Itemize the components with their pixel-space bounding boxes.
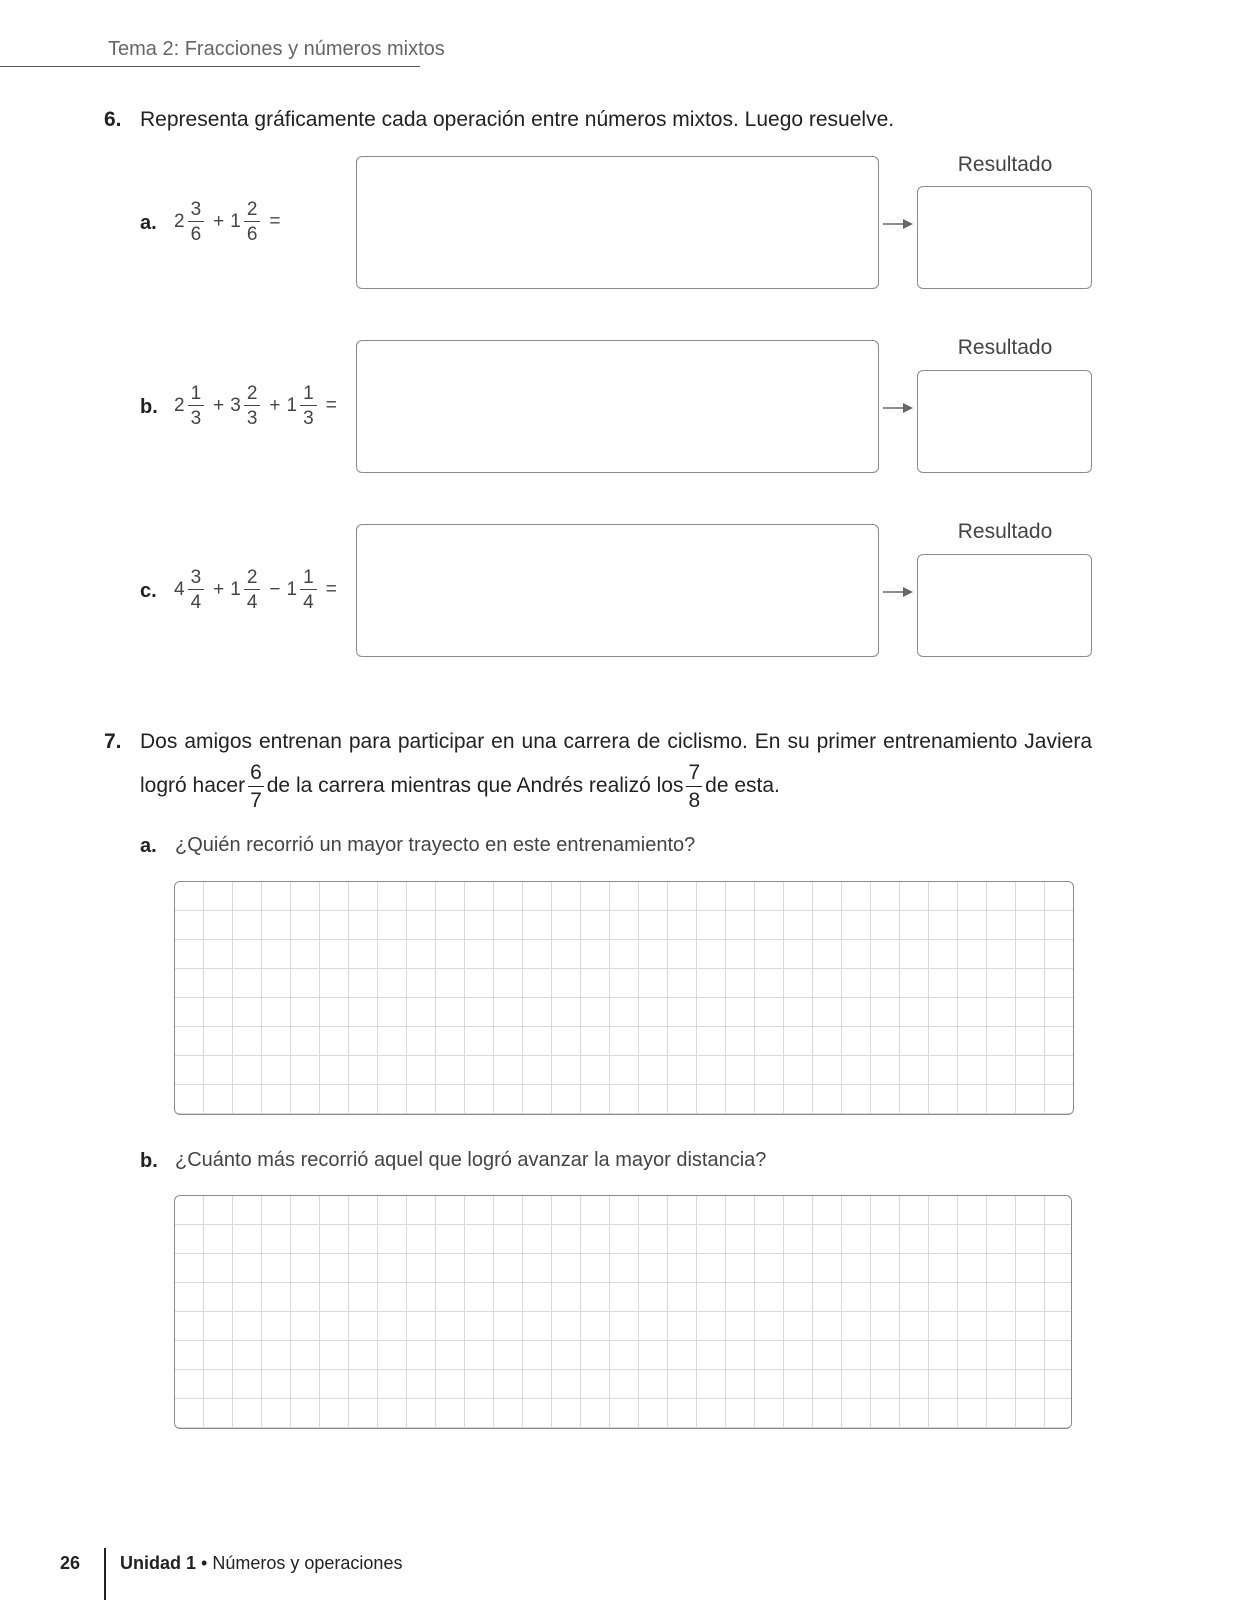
fraction bbox=[244, 200, 261, 244]
whole-number: 1 bbox=[286, 395, 298, 416]
header-rule bbox=[0, 66, 420, 67]
item-6a-expression bbox=[174, 200, 287, 244]
denominator: 4 bbox=[246, 592, 258, 613]
operator: + bbox=[269, 395, 281, 416]
numerator: 1 bbox=[300, 568, 317, 590]
item-6b-expression bbox=[174, 384, 343, 428]
item-7b-question: ¿Cuánto más recorrió aquel que logró avanzar la mayor distancia? bbox=[175, 1149, 767, 1171]
item-6a-letter: a. bbox=[140, 212, 157, 234]
header-title: Tema 2: Fracciones y números mixtos bbox=[108, 38, 445, 60]
fraction bbox=[188, 384, 205, 428]
denominator: 3 bbox=[246, 408, 258, 429]
item-6c-drawing-box[interactable] bbox=[356, 524, 879, 657]
operator: + bbox=[213, 579, 225, 600]
whole-number: 1 bbox=[230, 211, 241, 232]
item-6a-drawing-box[interactable] bbox=[356, 156, 879, 289]
question-7-line2 bbox=[140, 758, 780, 814]
item-6c-result-box[interactable] bbox=[917, 554, 1092, 657]
page-number: 26 bbox=[60, 1553, 81, 1573]
question-6-text: Representa gráficamente cada operación entre números mixtos. Luego resuelve. bbox=[140, 108, 895, 131]
denominator: 3 bbox=[190, 408, 202, 429]
numerator: 3 bbox=[188, 200, 205, 222]
operator: = bbox=[325, 395, 337, 416]
item-6b-result-label: Resultado bbox=[957, 336, 1053, 359]
numerator: 7 bbox=[686, 762, 702, 787]
fraction-javiera bbox=[248, 762, 264, 811]
item-7a-letter: a. bbox=[140, 835, 157, 857]
footer-separator: • bbox=[201, 1553, 208, 1573]
numerator: 1 bbox=[300, 384, 317, 406]
item-7b-answer-grid[interactable] bbox=[174, 1195, 1072, 1429]
operator: − bbox=[269, 579, 281, 600]
question-7-line1: Dos amigos entrenan para participar en una carrera de ciclismo. En su primer entrenamiento Javiera bbox=[140, 730, 1092, 753]
question-7-text-part: de la carrera mientras que Andrés realizó los bbox=[266, 774, 684, 797]
denominator: 8 bbox=[688, 788, 701, 812]
denominator: 6 bbox=[246, 224, 258, 245]
footer-unit-label: Unidad 1 bbox=[120, 1553, 197, 1573]
whole-number: 2 bbox=[174, 395, 185, 416]
footer-divider bbox=[104, 1548, 106, 1600]
whole-number: 1 bbox=[230, 579, 241, 600]
item-7a-question: ¿Quién recorrió un mayor trayecto en este entrenamiento? bbox=[175, 834, 696, 856]
item-6b-result-box[interactable] bbox=[917, 370, 1092, 473]
fraction bbox=[300, 384, 317, 428]
fraction bbox=[300, 568, 317, 612]
whole-number: 1 bbox=[286, 579, 298, 600]
operator: + bbox=[213, 211, 225, 232]
arrow-right-icon bbox=[883, 586, 913, 598]
question-7-number: 7. bbox=[104, 730, 122, 753]
arrow-right-icon bbox=[883, 218, 913, 230]
item-6a-result-label: Resultado bbox=[957, 153, 1053, 176]
operator: = bbox=[269, 211, 281, 232]
arrow-right-icon bbox=[883, 402, 913, 414]
footer-section: Números y operaciones bbox=[212, 1553, 403, 1573]
question-7-text-part: logró hacer bbox=[140, 774, 246, 797]
denominator: 6 bbox=[190, 224, 202, 245]
item-6b-drawing-box[interactable] bbox=[356, 340, 879, 473]
item-6c-result-label: Resultado bbox=[957, 520, 1053, 543]
numerator: 2 bbox=[244, 384, 261, 406]
question-6-number: 6. bbox=[104, 108, 122, 131]
footer-unit bbox=[120, 1553, 402, 1574]
whole-number: 4 bbox=[174, 579, 185, 600]
operator: + bbox=[213, 395, 225, 416]
whole-number: 2 bbox=[174, 211, 185, 232]
numerator: 1 bbox=[188, 384, 205, 406]
fraction bbox=[244, 384, 261, 428]
numerator: 6 bbox=[248, 762, 264, 787]
denominator: 3 bbox=[303, 408, 314, 429]
numerator: 2 bbox=[244, 200, 261, 222]
item-6a-result-box[interactable] bbox=[917, 186, 1092, 289]
fraction bbox=[188, 200, 205, 244]
whole-number: 3 bbox=[230, 395, 241, 416]
item-6c-expression bbox=[174, 568, 343, 612]
fraction-andres bbox=[686, 762, 702, 811]
item-6b-letter: b. bbox=[140, 396, 158, 418]
denominator: 7 bbox=[250, 788, 262, 812]
denominator: 4 bbox=[190, 592, 202, 613]
question-7-text-part: de esta. bbox=[705, 774, 780, 797]
numerator: 3 bbox=[188, 568, 205, 590]
numerator: 2 bbox=[244, 568, 261, 590]
denominator: 4 bbox=[303, 592, 314, 613]
fraction bbox=[244, 568, 261, 612]
operator: = bbox=[325, 579, 337, 600]
fraction bbox=[188, 568, 205, 612]
item-6c-letter: c. bbox=[140, 580, 157, 602]
item-7a-answer-grid[interactable] bbox=[174, 881, 1074, 1115]
item-7b-letter: b. bbox=[140, 1150, 158, 1172]
